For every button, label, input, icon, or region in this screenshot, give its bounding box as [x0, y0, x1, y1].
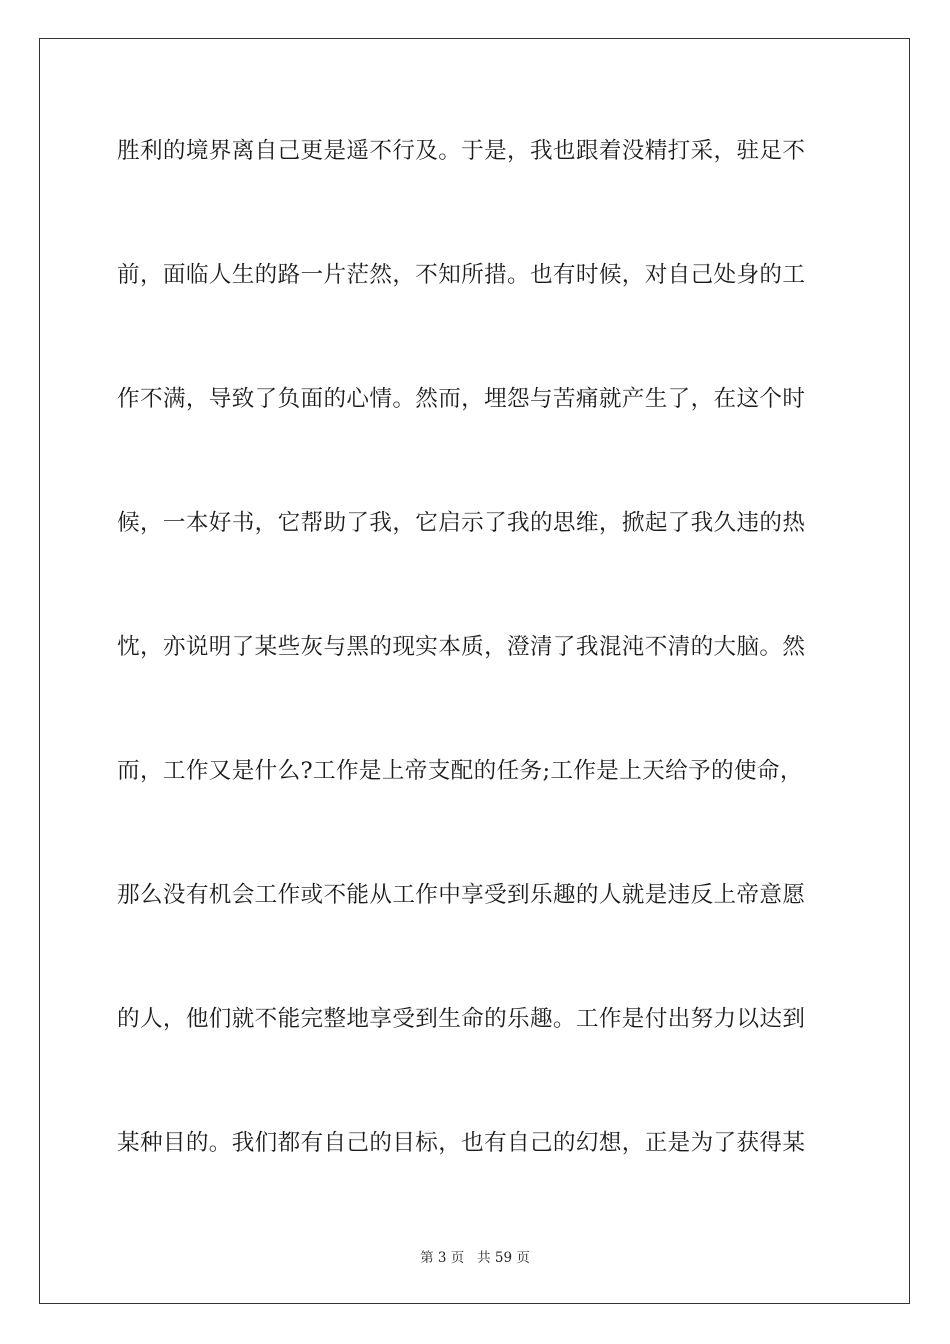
text-line: 某种目的。我们都有自己的目标，也有自己的幻想，正是为了获得某 — [117, 1130, 806, 1156]
text-line: 胜利的境界离自己更是遥不行及。于是，我也跟着没精打采，驻足不 — [117, 138, 806, 164]
text-line: 的人，他们就不能完整地享受到生命的乐趣。工作是付出努力以达到 — [117, 1006, 806, 1032]
text-line: 候，一本好书，它帮助了我，它启示了我的思维，掀起了我久违的热 — [117, 510, 806, 536]
text-line: 那么没有机会工作或不能从工作中享受到乐趣的人就是违反上帝意愿 — [117, 882, 806, 908]
page-total: 共 59 页 — [477, 1250, 530, 1266]
page-number: 第 3 页 — [420, 1250, 465, 1266]
text-line: 忱，亦说明了某些灰与黑的现实本质，澄清了我混沌不清的大脑。然 — [117, 634, 806, 660]
document-body — [117, 128, 833, 1244]
text-line: 作不满，导致了负面的心情。然而，埋怨与苦痛就产生了，在这个时 — [117, 386, 806, 412]
text-line: 而，工作又是什么?工作是上帝支配的任务;工作是上天给予的使命， — [117, 758, 803, 784]
text-line: 前，面临人生的路一片茫然，不知所措。也有时候，对自己处身的工 — [117, 262, 806, 288]
page-footer — [0, 1246, 950, 1266]
